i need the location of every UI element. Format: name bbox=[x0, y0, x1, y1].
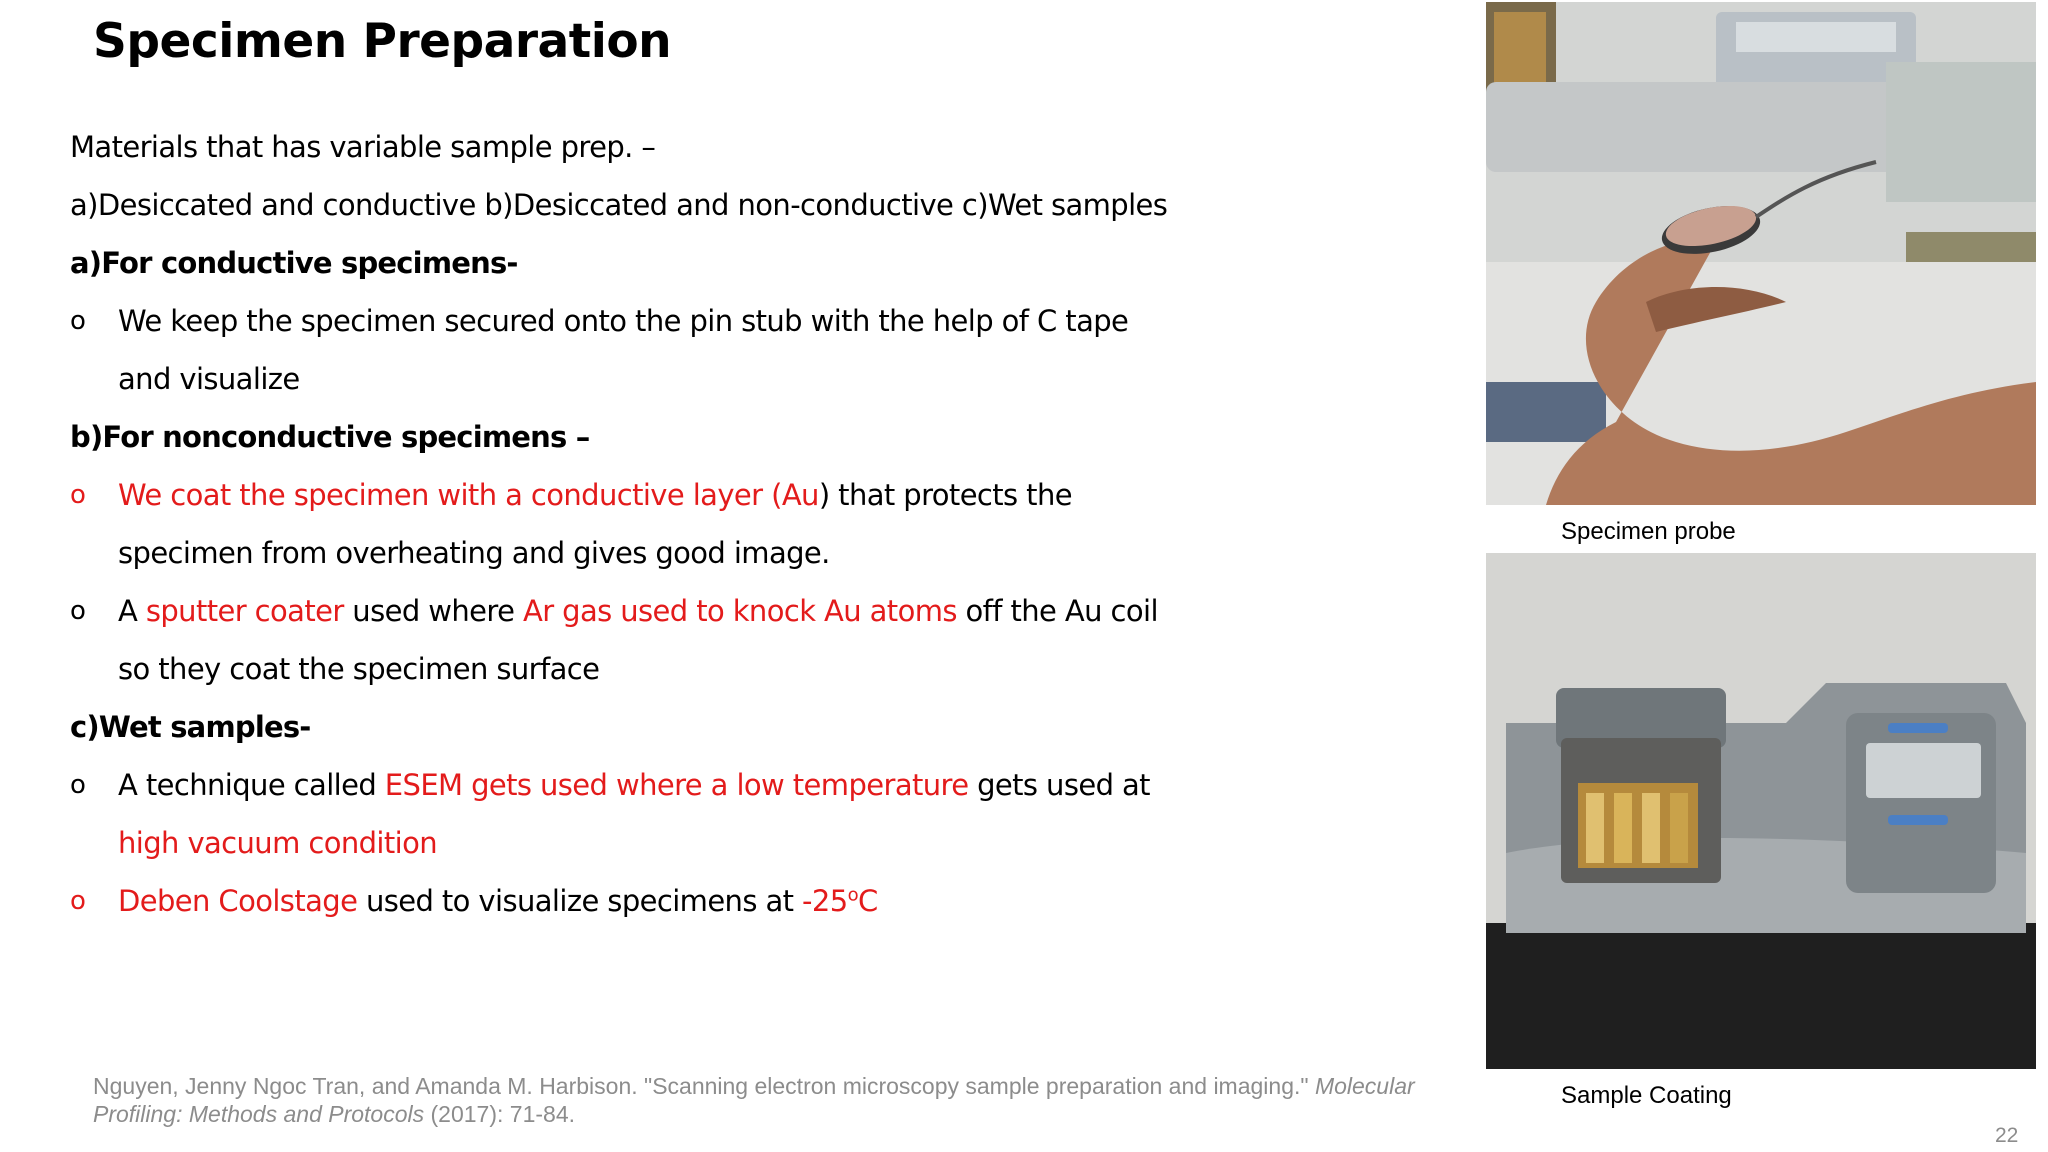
bullet-icon: o bbox=[70, 770, 86, 800]
degree-sup: o bbox=[847, 884, 859, 906]
section-c-item-1-text bbox=[118, 756, 1150, 814]
bullet-icon: o bbox=[70, 306, 86, 336]
sputter-coater-illustration bbox=[1486, 553, 2036, 1069]
section-a-item-1 bbox=[70, 292, 1490, 350]
section-b-item-2-cont: so they coat the specimen surface bbox=[118, 652, 600, 686]
intro-text: Materials that has variable sample prep. – bbox=[70, 130, 656, 164]
citation-details: (2017): 71-84. bbox=[424, 1101, 575, 1127]
specimen-probe-photo bbox=[1486, 2, 2036, 505]
section-a-item-1-text: We keep the specimen secured onto the pin stub with the help of C tape bbox=[118, 304, 1129, 338]
temperature-value: -25 bbox=[802, 884, 848, 918]
section-b-item-2-text bbox=[118, 582, 1158, 640]
photo-caption: Specimen probe bbox=[1561, 518, 1736, 545]
slide-body bbox=[70, 118, 1490, 930]
plain-text: used to visualize specimens at bbox=[357, 884, 803, 918]
page-number: 22 bbox=[1995, 1124, 2019, 1147]
photo-caption: Sample Coating bbox=[1561, 1082, 1732, 1109]
section-b-item-1-cont: specimen from overheating and gives good image. bbox=[118, 536, 830, 570]
plain-text: A technique called bbox=[118, 768, 385, 802]
highlight-text: Ar gas used to knock Au atoms bbox=[522, 594, 957, 628]
section-c-heading: c)Wet samples- bbox=[70, 710, 311, 744]
temperature-unit: C bbox=[858, 884, 878, 918]
section-c-item-1 bbox=[70, 756, 1490, 814]
section-b-item-2 bbox=[70, 582, 1490, 640]
highlight-text: ESEM gets used where a low temperature bbox=[384, 768, 969, 802]
plain-text: used where bbox=[343, 594, 523, 628]
section-c-item-1-cont: high vacuum condition bbox=[118, 826, 438, 860]
section-b-item-1 bbox=[70, 466, 1490, 524]
section-b-item-1-text bbox=[118, 466, 1072, 524]
sample-coating-photo bbox=[1486, 553, 2036, 1069]
bullet-icon: o bbox=[70, 480, 86, 510]
citation bbox=[93, 1072, 1453, 1128]
plain-text: A bbox=[118, 594, 146, 628]
section-c-item-2 bbox=[70, 872, 1490, 930]
plain-text: ) that protects the bbox=[818, 478, 1072, 512]
bullet-icon: o bbox=[70, 886, 86, 916]
section-a-heading: a)For conductive specimens- bbox=[70, 246, 518, 280]
section-b-heading: b)For nonconductive specimens – bbox=[70, 420, 590, 454]
highlight-text: We coat the specimen with a conductive layer (Au bbox=[118, 478, 819, 512]
plain-text: gets used at bbox=[968, 768, 1150, 802]
section-a-item-1-cont: and visualize bbox=[118, 362, 300, 396]
highlight-text: sputter coater bbox=[145, 594, 344, 628]
slide-title: Specimen Preparation bbox=[93, 14, 672, 69]
citation-journal: Molecular Profiling: Methods and Protocols bbox=[93, 1073, 1415, 1127]
citation-text: Nguyen, Jenny Ngoc Tran, and Amanda M. Harbison. "Scanning electron microscopy sample preparation and imaging." bbox=[93, 1073, 1315, 1099]
section-c-item-2-text bbox=[118, 872, 878, 930]
categories-text: a)Desiccated and conductive b)Desiccated and non-conductive c)Wet samples bbox=[70, 188, 1168, 222]
highlight-text: Deben Coolstage bbox=[118, 884, 358, 918]
specimen-probe-illustration bbox=[1486, 2, 2036, 505]
bullet-icon: o bbox=[70, 596, 86, 626]
plain-text: off the Au coil bbox=[956, 594, 1158, 628]
